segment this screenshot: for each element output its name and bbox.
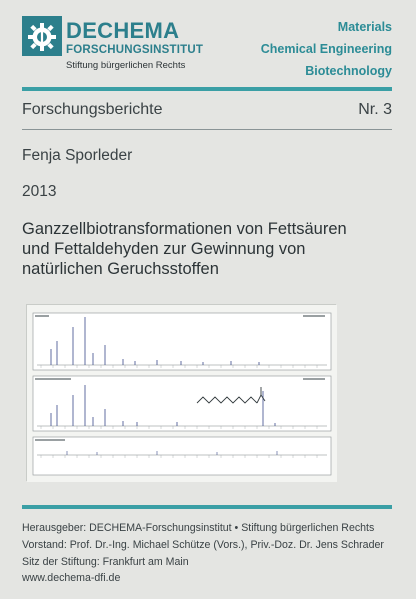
series-name: Forschungsberichte [22, 101, 163, 118]
logo-subtitle: FORSCHUNGSINSTITUT [66, 44, 204, 56]
topic-materials: Materials [337, 20, 392, 34]
publisher-info [22, 520, 402, 587]
publisher-line: Herausgeber: DECHEMA-Forschungsinstitut • Stiftung bürgerlichen Rechts [22, 522, 375, 534]
chromatogram-graphic [27, 305, 337, 482]
topic-chemical-engineering: Chemical Engineering [260, 42, 392, 56]
website-link[interactable]: www.dechema-dfi.de [22, 572, 121, 585]
logo-gear-icon [22, 16, 62, 56]
author-name: Fenja Sporleder [22, 147, 133, 164]
series-divider [22, 129, 392, 130]
publication-year: 2013 [22, 183, 57, 200]
board-line: Vorstand: Prof. Dr.-Ing. Michael Schütze (Vors.), Priv.-Doz. Dr. Jens Schrader [22, 538, 384, 551]
title-line: Ganzzellbiotransformationen von Fettsäuren [22, 220, 347, 238]
header-divider [22, 87, 392, 91]
dechema-logo [22, 16, 222, 80]
logo-name: DECHEMA [66, 18, 180, 43]
logo-tagline: Stiftung bürgerlichen Rechts [66, 60, 186, 71]
footer-divider [22, 505, 392, 509]
topic-biotechnology: Biotechnology [305, 64, 392, 78]
series-number: Nr. 3 [358, 101, 392, 118]
title-line: natürlichen Geruchsstoffen [22, 260, 219, 278]
chromatogram-image [26, 304, 336, 481]
report-title [22, 219, 394, 279]
title-line: und Fettaldehyden zur Gewinnung von [22, 240, 306, 258]
topic-list [261, 16, 392, 82]
seat-line: Sitz der Stiftung: Frankfurt am Main [22, 555, 189, 568]
